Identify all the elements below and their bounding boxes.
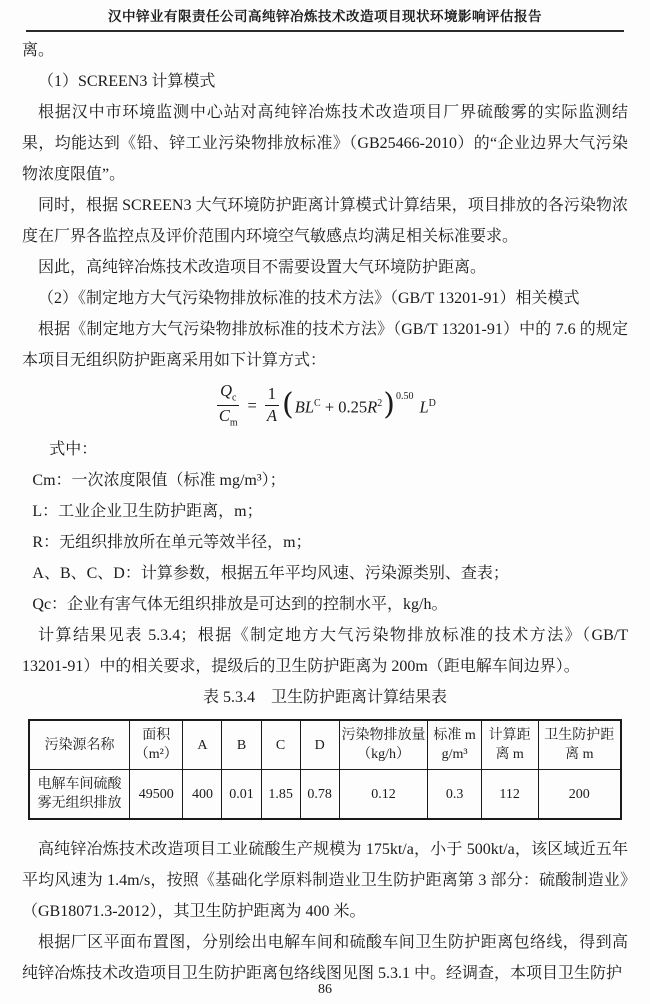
col-header-source: 污染源名称 <box>29 720 130 770</box>
table-caption: 表 5.3.4 卫生防护距离计算结果表 <box>202 689 447 706</box>
col-header-a: A <box>183 720 222 770</box>
cell-c: 1.85 <box>261 770 300 820</box>
formula-expression: $BL^C + 0.25R^2$ <box>294 397 383 417</box>
open-paren: ( <box>282 387 294 422</box>
paragraph-envelope-line: 根据厂区平面布置图，分别绘出电解车间和硫酸车间卫生防护距离包络线，得到高纯锌冶炼技术改造项目卫生防护距离包络线图见图 5.3.1 中。经调查，本项目卫生防护 <box>22 934 628 982</box>
col-header-b: B <box>222 720 261 770</box>
page-content <box>0 32 650 989</box>
formula-lhs-numerator: $Q_c$ <box>217 382 239 406</box>
paragraph-carryover: 离。 <box>22 42 55 59</box>
col-header-calc-distance: 计算距离 m <box>481 720 538 770</box>
table-row <box>29 770 621 820</box>
cell-a: 400 <box>183 770 222 820</box>
cell-d: 0.78 <box>300 770 339 820</box>
cell-b: 0.01 <box>222 770 261 820</box>
col-header-standard: 标准 mg/m³ <box>428 720 481 770</box>
close-paren: ) <box>383 387 395 422</box>
definition-qc: Qc：企业有害气体无组织排放是可达到的控制水平，kg/h。 <box>32 596 448 613</box>
cell-protection-distance: 200 <box>538 770 621 820</box>
cell-area: 49500 <box>130 770 183 820</box>
section-item-1-heading: （1）SCREEN3 计算模式 <box>38 73 216 90</box>
paragraph-sulfuric-acid: 高纯锌冶炼技术改造项目工业硫酸生产规模为 175kt/a，小于 500kt/a，该区域近五年平均风速为 1.4m/s，按照《基础化学原料制造业卫生防护距离第 3 部分：硫酸制造业》（GB18071.3-2012），其卫生防护距离为 400 米。 <box>22 841 628 920</box>
paragraph-conclusion: 因此，高纯锌冶炼技术改造项目不需要设置大气环境防护距离。 <box>38 259 487 276</box>
col-header-area: 面积（m²） <box>130 720 183 770</box>
formula-rhs-fraction <box>265 385 279 426</box>
col-header-d: D <box>300 720 339 770</box>
col-header-emission: 污染物排放量（kg/h） <box>339 720 428 770</box>
definition-l: L：工业企业卫生防护距离，m； <box>32 503 263 520</box>
section-item-2-heading: （2）《制定地方大气污染物排放标准的技术方法》（GB/T 13201-91）相关模式 <box>38 290 580 307</box>
formula-lhs-denominator: $C_m$ <box>218 405 238 428</box>
protection-distance-table <box>28 719 622 820</box>
report-title: 汉中锌业有限责任公司高纯锌冶炼技术改造项目现状环境影响评估报告 <box>108 9 542 24</box>
formula-lhs-fraction <box>217 382 239 429</box>
col-header-protection-distance: 卫生防护距离 m <box>538 720 621 770</box>
paragraph-screen3-results: 同时，根据 SCREEN3 大气环境防护距离计算模式计算结果，项目排放的各污染物浓度在厂界各监控点及评价范围内环境空气敏感点均满足相关标准要求。 <box>22 197 628 245</box>
definition-cm: Cm：一次浓度限值（标准 mg/m³）； <box>32 472 286 489</box>
outer-exponent: 0.50 <box>395 390 414 402</box>
formula-tail: $L^D$ <box>419 397 436 417</box>
paragraph-monitoring-results: 根据汉中市环境监测中心站对高纯锌冶炼技术改造项目厂界硫酸雾的实际监测结果，均能达到《铅、锌工业污染物排放标准》（GB25466-2010）的“企业边界大气污染物浓度限值”。 <box>22 104 628 183</box>
formula-where-label: 式中： <box>49 441 98 458</box>
formula-rhs-denominator: A <box>266 405 277 425</box>
cell-calc-distance: 112 <box>481 770 538 820</box>
table-header-row <box>29 720 621 770</box>
definition-r: R：无组织排放所在单元等效半径，m； <box>32 534 312 551</box>
equals-sign: = <box>247 395 257 415</box>
paragraph-method-intro: 根据《制定地方大气污染物排放标准的技术方法》（GB/T 13201-91）中的 7.6 的规定本项目无组织防护距离采用如下计算方式： <box>22 321 628 369</box>
col-header-c: C <box>261 720 300 770</box>
paragraph-calc-result: 计算结果见表 5.3.4；根据《制定地方大气污染物排放标准的技术方法》（GB/T 13201-91）中的相关要求，提级后的卫生防护距离为 200m（距电解车间边界）。 <box>22 627 628 675</box>
definition-abcd: A、B、C、D：计算参数，根据五年平均风速、污染源类别、查表； <box>32 565 509 582</box>
protection-distance-formula <box>22 376 628 434</box>
cell-source: 电解车间硫酸雾无组织排放 <box>29 770 130 820</box>
page-number: 86 <box>318 982 332 997</box>
formula-rhs-numerator: 1 <box>265 385 279 406</box>
cell-standard: 0.3 <box>428 770 481 820</box>
page-header <box>26 0 624 32</box>
cell-emission: 0.12 <box>339 770 428 820</box>
